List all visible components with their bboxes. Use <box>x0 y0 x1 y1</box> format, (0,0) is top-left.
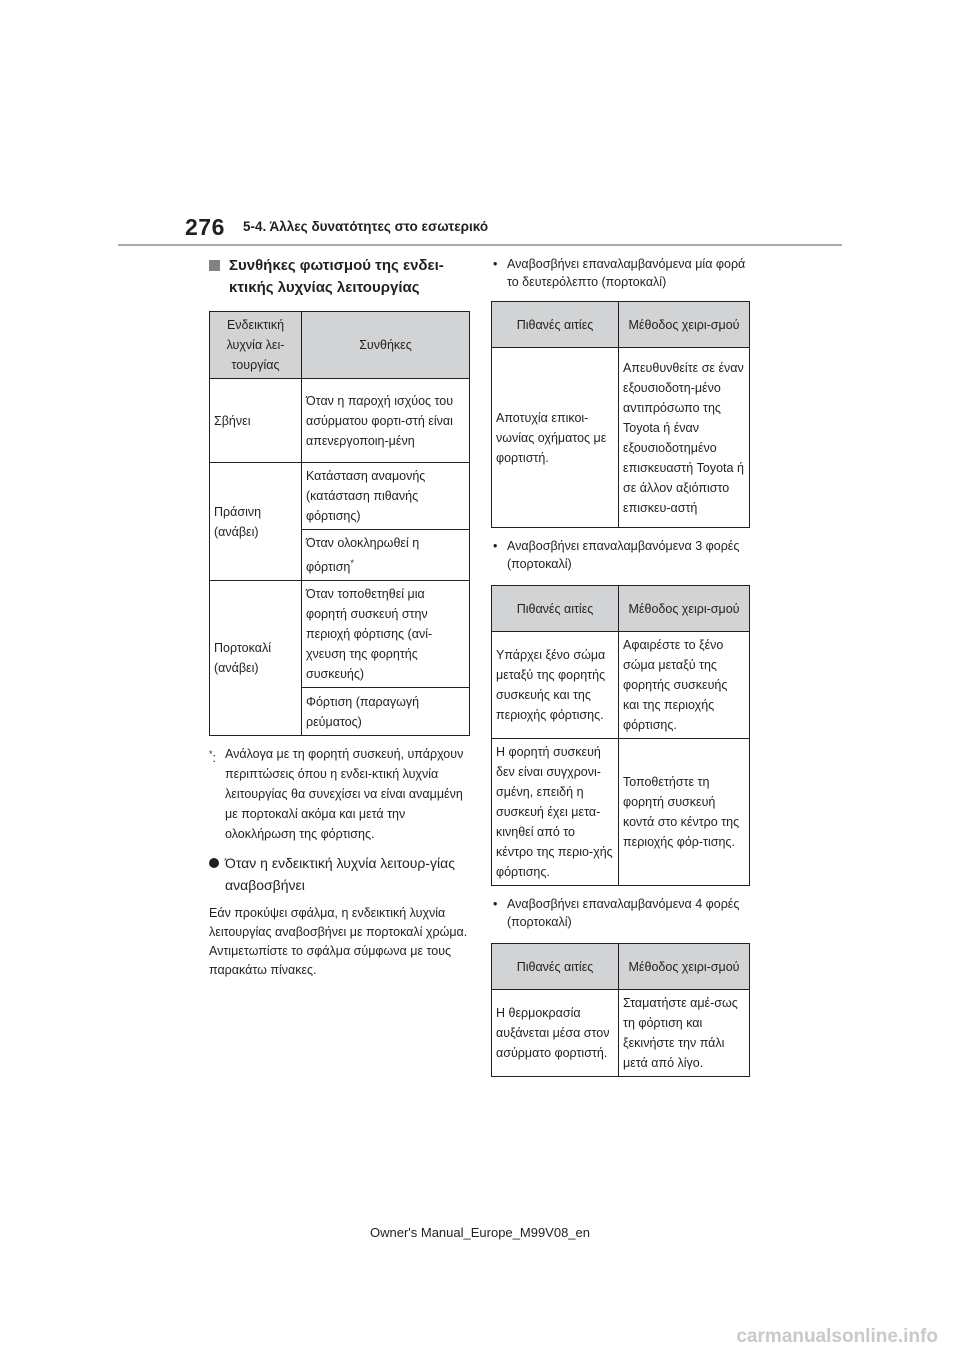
indicator-conditions-table <box>209 311 470 736</box>
state-green: Πράσινη (ανάβει) <box>210 463 302 581</box>
heading-line-1: Συνθήκες φωτισμού της ενδει- <box>229 257 444 274</box>
bullet-icon: • <box>493 257 498 271</box>
cause-not-synced: Η φορητή συσκευή δεν είναι συγχρονι-σμένη, επειδή η συσκευή έχει μετα-κινηθεί από το κέντρο της περιο-χής φόρτισης. <box>492 739 619 886</box>
causes-header: Πιθανές αιτίες <box>492 586 619 632</box>
remedy-contact-dealer: Απευθυνθείτε σε έναν εξουσιοδοτη-μένο αντιπρόσωπο της Toyota ή έναν εξουσιοδοτημένο επισκευαστή Toyota ή σε άλλον αξιόπιστο επισκευ-αστή <box>619 348 750 528</box>
blink-once-bullet: • Αναβοσβήνει επαναλαμβανόμενα μία φορά το δευτερόλεπτο (πορτοκαλί) <box>493 257 746 289</box>
causes-header: Πιθανές αιτίες <box>492 302 619 348</box>
blinking-subheading: Όταν η ενδεικτική λυχνία λειτουρ-γίας αναβοσβήνει <box>209 852 473 896</box>
body-paragraph-1: Εάν προκύψει σφάλμα, η ενδεικτική λυχνία λειτουργίας αναβοσβήνει με πορτοκαλί χρώμα. <box>209 906 468 940</box>
state-orange: Πορτοκαλί (ανάβει) <box>210 581 302 736</box>
blink-four-table <box>491 943 750 1077</box>
state-off: Σβήνει <box>210 379 302 463</box>
remedy-header: Μέθοδος χειρι-σμού <box>619 586 750 632</box>
footnote <box>209 744 473 844</box>
body-paragraph-2: Αντιμετωπίστε το σφάλμα σύμφωνα με τους παρακάτω πίνακες. <box>209 944 452 978</box>
remedy-header: Μέθοδος χειρι-σμού <box>619 944 750 990</box>
condition-orange-charging: Φόρτιση (παραγωγή ρεύματος) <box>302 688 470 736</box>
lighting-conditions-heading <box>209 255 473 299</box>
round-bullet-icon <box>209 858 219 868</box>
blink-three-table <box>491 585 750 886</box>
heading-line-2: κτικής λυχνίας λειτουργίας <box>229 279 420 296</box>
footnote-marker: *: <box>209 749 216 766</box>
watermark: carmanualsonline.info <box>736 1326 938 1347</box>
table-header-indicator: Ενδεικτική λυχνία λει-τουργίας <box>210 312 302 379</box>
table-header-conditions: Συνθήκες <box>302 312 470 379</box>
cause-communication: Αποτυχία επικοι-νωνίας οχήματος με φορτιστή. <box>492 348 619 528</box>
remedy-stop-charging: Σταματήστε αμέ-σως τη φόρτιση και ξεκινήστε την πάλι μετά από λίγο. <box>619 990 750 1077</box>
condition-off: Όταν η παροχή ισχύος του ασύρματου φορτι-στή είναι απενεργοποιη-μένη <box>302 379 470 463</box>
section-title: 5-4. Άλλες δυνατότητες στο εσωτερικό <box>243 219 489 234</box>
bullet-icon: • <box>493 539 498 553</box>
cause-foreign-object: Υπάρχει ξένο σώμα μεταξύ της φορητής συσκευής και της περιοχής φόρτισης. <box>492 632 619 739</box>
remedy-remove-object: Αφαιρέστε το ξένο σώμα μεταξύ της φορητής συσκευής και της περιοχής φόρτισης. <box>619 632 750 739</box>
condition-green-complete: Όταν ολοκληρωθεί η φόρτιση* <box>302 530 470 581</box>
remedy-header: Μέθοδος χειρι-σμού <box>619 302 750 348</box>
footer-text: Owner's Manual_Europe_M99V08_en <box>369 1225 590 1240</box>
asterisk-ref: * <box>350 558 354 568</box>
right-column <box>491 255 753 1077</box>
footnote-text: Ανάλογα με τη φορητή συσκευή, υπάρχουν περιπτώσεις όπου η ενδει-κτική λυχνία λειτουργίας θα συνεχίσει να είναι αναμμένη με πορτοκαλί ακόμα και μετά την ολοκλήρωση της φόρτισης. <box>225 747 464 842</box>
condition-green-standby: Κατάσταση αναμονής (κατάσταση πιθανής φόρτισης) <box>302 463 470 530</box>
blink-once-table <box>491 301 750 528</box>
square-bullet-icon <box>209 260 220 271</box>
remedy-center-device: Τοποθετήστε τη φορητή συσκευή κοντά στο κέντρο της περιοχής φόρ-τισης. <box>619 739 750 886</box>
blink-four-bullet: • Αναβοσβήνει επαναλαμβανόμενα 4 φορές (πορτοκαλί) <box>493 897 740 929</box>
bullet-icon: • <box>493 897 498 911</box>
cause-temperature: Η θερμοκρασία αυξάνεται μέσα στον ασύρματο φορτιστή. <box>492 990 619 1077</box>
blink-three-bullet: • Αναβοσβήνει επαναλαμβανόμενα 3 φορές (πορτοκαλί) <box>493 539 740 571</box>
condition-orange-detect: Όταν τοποθετηθεί μια φορητή συσκευή στην περιοχή φόρτισης (ανί-χνευση της φορητής συσκευής) <box>302 581 470 688</box>
page-number: 276 <box>185 214 225 240</box>
causes-header: Πιθανές αιτίες <box>492 944 619 990</box>
header-divider <box>118 244 842 246</box>
left-column <box>209 255 473 980</box>
